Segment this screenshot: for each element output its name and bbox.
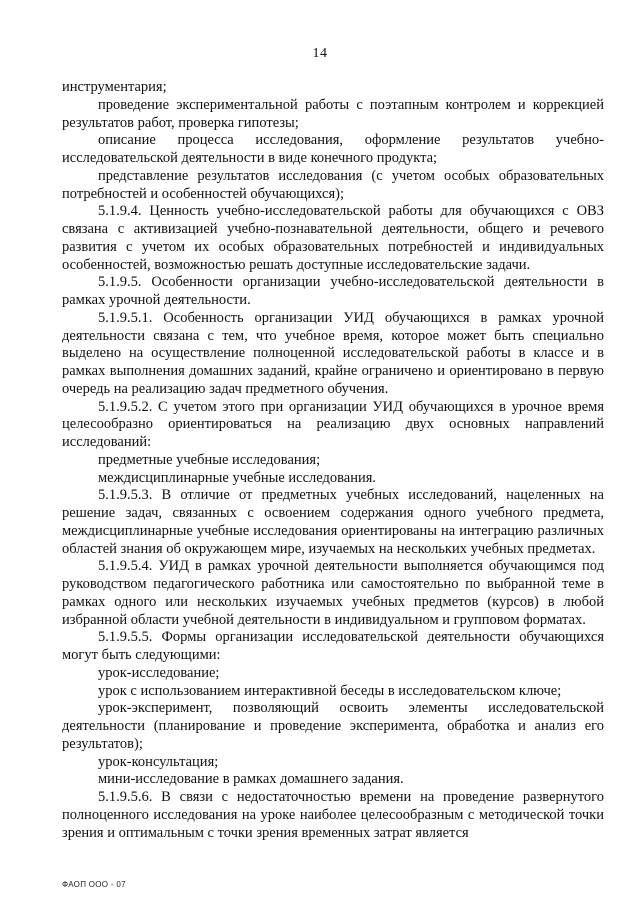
paragraph: представление результатов исследования (с учетом особых образовательных потребностей и особенностей обучающихся); <box>62 167 604 202</box>
page-number: 14 <box>312 46 328 61</box>
paragraph: 5.1.9.4. Ценность учебно-исследовательской работы для обучающихся с ОВЗ связана с активизацией учебно-познавательной деятельности, общего и речевого развития с учетом их особых образовательных потребностей и индивидуальных особенностей, возможностью решать доступные исследовательские задачи. <box>62 203 604 273</box>
paragraph: 5.1.9.5. Особенности организации учебно-исследовательской деятельности в рамках урочной деятельности. <box>62 274 604 308</box>
paragraph: 5.1.9.5.4. УИД в рамках урочной деятельности выполняется обучающимся под руководством педагогического работника или самостоятельно по выбранной теме в рамках одного или нескольких изучаемых учебных предметов (курсов) в любой избранной области учебной деятельности в индивидуальном и групповом форматах. <box>62 558 604 628</box>
paragraph: 5.1.9.5.6. В связи с недостаточностью времени на проведение развернутого полноценного исследования на уроке наиболее целесообразным с методической точки зрения и оптимальным с точки зрения временных затрат является <box>62 789 604 841</box>
list-item: мини-исследование в рамках домашнего задания. <box>98 771 404 788</box>
paragraph: 5.1.9.5.2. С учетом этого при организации УИД обучающихся в урочное время целесообразно ориентироваться на реализацию двух основных направлений исследований: <box>62 398 604 450</box>
paragraph: проведение экспериментальной работы с поэтапным контролем и коррекцией результатов работ, проверка гипотезы; <box>62 96 604 131</box>
list-item: урок-консультация; <box>98 753 219 770</box>
list-item: предметные учебные исследования; <box>98 451 321 468</box>
paragraph: инструментария; <box>62 79 167 95</box>
list-item: урок-эксперимент, позволяющий освоить элементы исследовательской деятельности (планирование и проведение эксперимента, обработка и анализ его результатов); <box>62 700 604 752</box>
paragraph: 5.1.9.5.1. Особенность организации УИД обучающихся в рамках урочной деятельности связана с тем, что учебное время, которое может быть специально выделено на осуществление полноценной исследовательской работы в классе и в рамках выполнения домашних заданий, крайне ограничено и ориентировано в первую очередь на реализацию задач предметного обучения. <box>62 309 604 397</box>
document-body <box>62 79 604 842</box>
paragraph: описание процесса исследования, оформление результатов учебно-исследовательской деятельности в виде конечного продукта; <box>62 132 604 166</box>
paragraph: 5.1.9.5.5. Формы организации исследовательской деятельности обучающихся могут быть следующими: <box>62 629 604 663</box>
list-item: урок-исследование; <box>98 664 220 681</box>
list-item: междисциплинарные учебные исследования. <box>98 469 377 486</box>
paragraph: 5.1.9.5.3. В отличие от предметных учебных исследований, нацеленных на решение задач, связанных с освоением содержания одного учебного предмета, междисциплинарные учебные исследования ориентированы на интеграцию различных областей знания об окружающем мире, изучаемых на нескольких учебных предметах. <box>62 487 604 557</box>
footer-document-code: ФАОП ООО - 07 <box>62 880 126 889</box>
list-item: урок с использованием интерактивной беседы в исследовательском ключе; <box>98 682 562 699</box>
